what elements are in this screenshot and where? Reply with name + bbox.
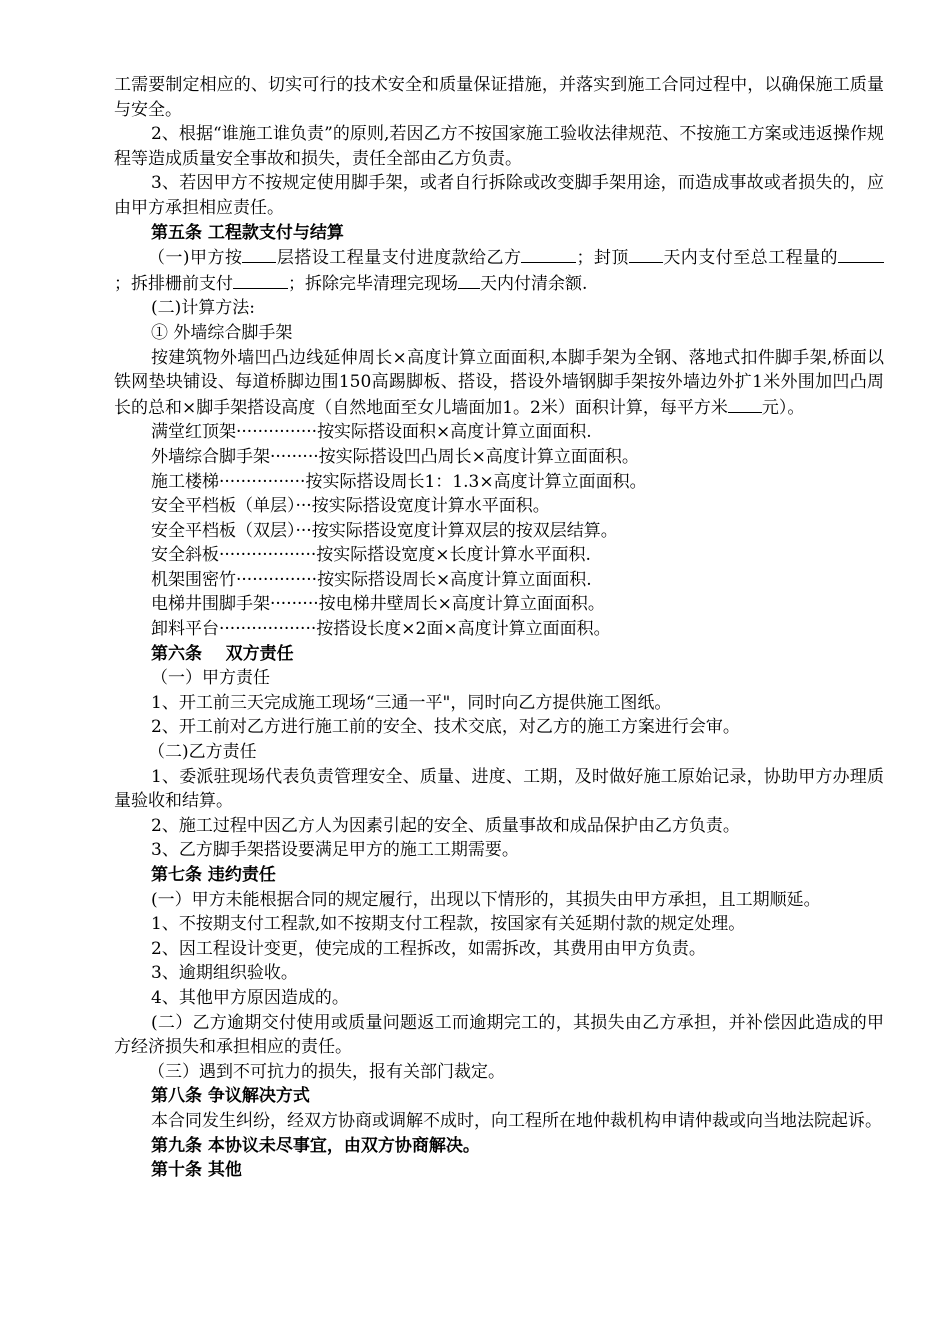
- party-a-item-1: 1、开工前三天完成施工现场“三通一平"，同时向乙方提供施工图纸。: [151, 692, 672, 713]
- breach-party-b: (二）乙方逾期交付使用或质量问题返工而逾期完工的，其损失由乙方承担，并补偿因此造成的甲方经济损失和承担相应的责任。: [114, 1012, 884, 1058]
- calc-method-heading: (二)计算方法:: [151, 298, 255, 319]
- party-a-heading: （一）甲方责任: [151, 668, 270, 689]
- article-5-heading: 第五条 工程款支付与结算: [151, 222, 344, 243]
- calc-row: 安全平档板（单层）···按实际搭设宽度计算水平面积。: [151, 496, 550, 517]
- paragraph-continued: 工需要制定相应的、切实可行的技术安全和质量保证措施，并落实到施工合同过程中，以确保施工质量与安全。: [114, 75, 884, 120]
- party-b-item-1: 1、委派驻现场代表负责管理安全、质量、进度、工期，及时做好施工原始记录，协助甲方办理质量验收和结算。: [114, 766, 884, 812]
- calc-items-list: [114, 420, 884, 641]
- breach-item-3: 3、逾期组织验收。: [151, 963, 298, 984]
- calc-row: 安全平档板（双层）···按实际搭设宽度计算双层的按双层结算。: [151, 520, 618, 541]
- calc-row: 安全斜板··················按实际搭设宽度×长度计算水平面积.: [151, 545, 591, 566]
- blank-field: [838, 245, 884, 263]
- calc-item-1: ① 外墙综合脚手架: [151, 322, 293, 343]
- blank-field: [242, 245, 276, 263]
- article-8-heading: 第八条 争议解决方式: [151, 1086, 310, 1107]
- breach-item-2: 2、因工程设计变更，使完成的工程拆改，如需拆改，其费用由甲方负责。: [151, 938, 706, 959]
- article-10-heading: 第十条 其他: [151, 1160, 242, 1181]
- blank-field: [233, 271, 288, 289]
- force-majeure: （三）遇到不可抗力的损失，报有关部门裁定。: [148, 1061, 505, 1082]
- paragraph-item-2: 2、根据“谁施工谁负责”的原则,若因乙方不按国家施工验收法律规范、不按施工方案或违返操作规程等造成质量安全事故和损失，责任全部由乙方负责。: [114, 124, 884, 169]
- calc-row: 机架围密竹···············按实际搭设周长×高度计算立面面积.: [151, 569, 592, 590]
- party-b-heading: （二)乙方责任: [148, 742, 257, 763]
- blank-field: [629, 245, 663, 263]
- article-6-heading: 第六条 双方责任: [151, 643, 294, 664]
- party-b-item-2: 2、施工过程中因乙方人为因素引起的安全、质量事故和成品保护由乙方负责。: [151, 815, 740, 836]
- breach-item-1: 1、不按期支付工程款,如不按期支付工程款，按国家有关延期付款的规定处理。: [151, 914, 746, 935]
- article-9-heading: 第九条 本协议未尽事宜，由双方协商解决。: [151, 1135, 480, 1156]
- party-b-item-3: 3、乙方脚手架搭设要满足甲方的施工工期需要。: [151, 840, 519, 861]
- calc-row: 满堂红顶架···············按实际搭设面积×高度计算立面面积.: [151, 422, 592, 443]
- breach-party-a: (一）甲方未能根据合同的规定履行，出现以下情形的，其损失由甲方承担，且工期顺延。: [151, 889, 821, 910]
- calc-row: 卸料平台··················按搭设长度×2面×高度计算立面面积。: [151, 619, 611, 640]
- blank-field: [521, 245, 576, 263]
- breach-item-4: 4、其他甲方原因造成的。: [151, 987, 349, 1008]
- calc-description: 按建筑物外墙凹凸边线延伸周长×高度计算立面面积,本脚手架为全钢、落地式扣件脚手架,桥面以铁网垫块铺设、每道桥脚边围150高踢脚板、搭设，搭设外墙钢脚手架按外墙边外扩1米外围加凹凸周长的总和×脚手架搭设高度（自然地面至女儿墙面加1。2米）面积计算，每平方米 元）。: [114, 347, 884, 418]
- payment-terms-paragraph: （一)甲方按 层搭设工程量支付进度款给乙方 ；封顶 天内支付至总工程量的；拆排栅前支付 ；拆除完毕清理完现场 天内付清余额.: [114, 245, 884, 296]
- paragraph-item-3: 3、若因甲方不按规定使用脚手架，或者自行拆除或改变脚手架用途，而造成事故或者损失的，应由甲方承担相应责任。: [114, 173, 884, 218]
- article-7-heading: 第七条 违约责任: [151, 865, 276, 885]
- blank-field: [728, 395, 762, 413]
- calc-row: 外墙综合脚手架·········按实际搭设凹凸周长×高度计算立面面积。: [151, 446, 639, 467]
- document-page: [114, 73, 884, 1183]
- calc-row: 施工楼梯················按实际搭设周长1：1.3×高度计算立面面积。: [151, 471, 647, 492]
- blank-field: [458, 271, 480, 289]
- calc-row: 电梯井围脚手架·········按电梯井壁周长×高度计算立面面积。: [151, 594, 605, 615]
- party-a-item-2: 2、开工前对乙方进行施工前的安全、技术交底，对乙方的施工方案进行会审。: [151, 717, 740, 738]
- dispute-paragraph: 本合同发生纠纷，经双方协商或调解不成时，向工程所在地仲裁机构申请仲裁或向当地法院起诉。: [151, 1110, 882, 1131]
